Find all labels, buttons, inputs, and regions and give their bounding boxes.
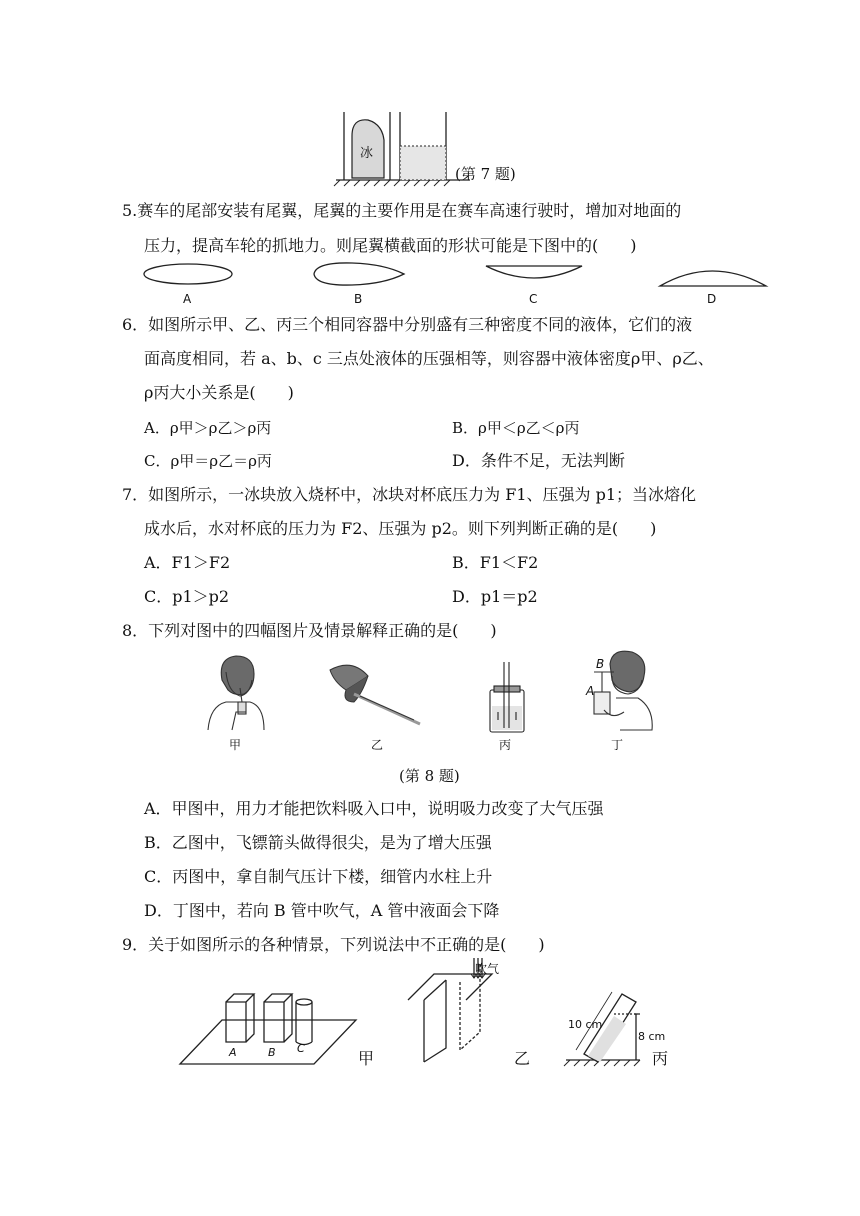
q8-option-d: D．丁图中，若向 B 管中吹气，A 管中液面会下降 (144, 901, 500, 920)
q6-option-d: D．条件不足，无法判断 (452, 451, 625, 470)
q6-line2: 面高度相同，若 a、b、c 三点处液体的压强相等，则容器中液体密度ρ甲、ρ乙、 (144, 349, 714, 368)
q8-option-c: C．丙图中，拿自制气压计下楼，细管内水柱上升 (144, 867, 493, 886)
q9-length-8cm: 8 cm (638, 1030, 666, 1043)
q5-option-d-label: D (707, 292, 717, 306)
q5-line2: 压力，提高车轮的抓地力。则尾翼横截面的形状可能是下图中的( ) (144, 236, 637, 255)
q9-blow-label: 吹气 (475, 962, 500, 976)
q7-line2: 成水后，水对杯底的压力为 F2、压强为 p2。则下列判断正确的是( ) (144, 519, 657, 538)
q6-option-c: C．ρ甲＝ρ乙＝ρ丙 (144, 452, 272, 470)
q8-fig-yi (330, 665, 420, 724)
q7-option-a: A．F1＞F2 (144, 553, 231, 572)
q7-line1: 7．如图所示，一冰块放入烧杯中，冰块对杯底压力为 F1、压强为 p1；当冰熔化 (122, 485, 697, 504)
q8-figures (0, 650, 860, 750)
q9-block-c-label: C (297, 1042, 305, 1055)
q9-label-jia: 甲 (358, 1049, 375, 1068)
ice-label: 冰 (360, 146, 374, 161)
q7-option-c: C．p1＞p2 (144, 587, 230, 606)
q7-figure (0, 0, 860, 200)
q7-option-d: D．p1＝p2 (452, 587, 538, 606)
q8-fig4-b-label: B (596, 657, 605, 671)
q8-fig4-a-label: A (586, 684, 595, 698)
q5-option-b-label: B (354, 292, 363, 306)
q8-option-b: B．乙图中，飞镖箭头做得很尖，是为了增大压强 (144, 833, 492, 852)
q8-label-yi: 乙 (371, 738, 384, 752)
q9-stem: 9．关于如图所示的各种情景，下列说法中不正确的是( ) (122, 935, 545, 954)
q8-stem: 8．下列对图中的四幅图片及情景解释正确的是( ) (122, 621, 497, 640)
q9-label-bing: 丙 (652, 1049, 669, 1068)
q8-caption: (第 8 题) (399, 767, 460, 785)
q9-label-yi: 乙 (514, 1049, 531, 1068)
q7-caption: (第 7 题) (455, 165, 516, 183)
q7-option-b: B．F1＜F2 (452, 553, 539, 572)
q6-line3: ρ丙大小关系是( ) (144, 383, 294, 402)
q9-block-b-label: B (268, 1046, 276, 1059)
q6-option-b: B．ρ甲＜ρ乙＜ρ丙 (452, 419, 580, 437)
q5-wing-shapes (0, 260, 860, 300)
q9-length-10cm: 10 cm (568, 1018, 603, 1031)
q5-option-a-label: A (183, 292, 192, 306)
q8-label-jia: 甲 (229, 738, 242, 752)
q9-block-a-label: A (229, 1046, 237, 1059)
q8-label-ding: 丁 (611, 738, 624, 752)
q9-figures (0, 958, 860, 1078)
q5-line1: 5.赛车的尾部安装有尾翼，尾翼的主要作用是在赛车高速行驶时，增加对地面的 (122, 201, 682, 220)
q8-fig-jia (208, 656, 264, 730)
q8-fig-bing (490, 662, 524, 732)
q6-line1: 6．如图所示甲、乙、丙三个相同容器中分别盛有三种密度不同的液体，它们的液 (122, 315, 693, 334)
q8-label-bing: 丙 (499, 738, 512, 752)
q8-option-a: A．甲图中，用力才能把饮料吸入口中，说明吸力改变了大气压强 (144, 799, 604, 818)
q6-option-a: A．ρ甲＞ρ乙＞ρ丙 (144, 419, 272, 437)
q5-option-c-label: C (529, 292, 538, 306)
